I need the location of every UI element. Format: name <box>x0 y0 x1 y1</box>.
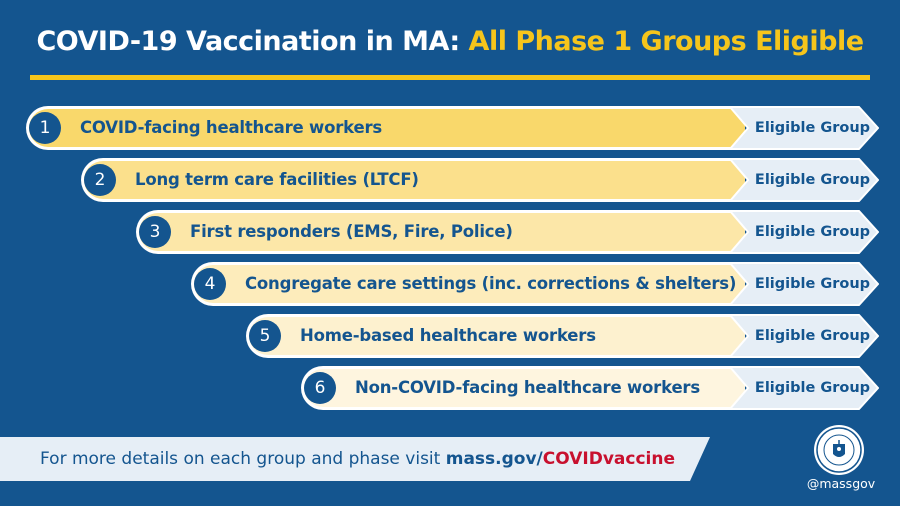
title-part-2: All Phase 1 Groups Eligible <box>468 26 864 57</box>
eligible-status-label: Eligible Group <box>754 224 871 240</box>
massachusetts-seal-icon <box>813 424 865 476</box>
group-label: Home-based healthcare workers <box>300 326 596 345</box>
eligible-status-label: Eligible Group <box>754 328 871 344</box>
group-label: Long term care facilities (LTCF) <box>135 170 419 189</box>
group-number-badge: 4 <box>194 268 226 300</box>
group-label: Non-COVID-facing healthcare workers <box>355 378 700 397</box>
group-number-badge: 3 <box>139 216 171 248</box>
group-label: Congregate care settings (inc. corrections & shelters) <box>245 274 737 293</box>
group-number-badge: 6 <box>304 372 336 404</box>
page-title <box>0 26 900 57</box>
footer-link-domain[interactable]: mass.gov/ <box>445 449 543 469</box>
footer-text: For more details on each group and phase visit <box>40 449 446 469</box>
eligible-status-label: Eligible Group <box>754 276 871 292</box>
eligible-status-label: Eligible Group <box>754 120 871 136</box>
group-label: COVID-facing healthcare workers <box>80 118 383 137</box>
group-number-badge: 5 <box>249 320 281 352</box>
footer-note <box>40 437 675 481</box>
footer-link-path[interactable]: COVIDvaccine <box>542 449 675 469</box>
eligible-status-label: Eligible Group <box>754 172 871 188</box>
title-part-1: COVID-19 Vaccination in MA: <box>36 26 469 57</box>
group-number-badge: 1 <box>29 112 61 144</box>
title-underline <box>30 75 870 80</box>
eligible-status-label: Eligible Group <box>754 380 871 396</box>
social-handle[interactable]: @massgov <box>806 476 876 491</box>
group-label: First responders (EMS, Fire, Police) <box>190 222 513 241</box>
group-number-badge: 2 <box>84 164 116 196</box>
